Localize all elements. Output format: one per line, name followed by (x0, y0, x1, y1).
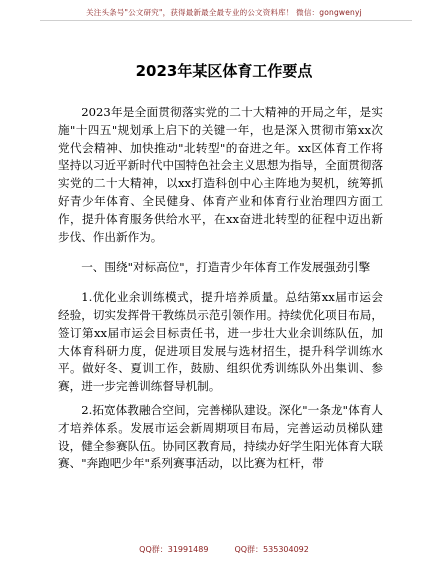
footer (0, 544, 448, 555)
item-paragraph-2: 2.拓宽体教融合空间，完善梯队建设。深化"一条龙"体育人才培养体系。发展市运会新周期项目布局，完善运动员梯队建设，健全参赛队伍。协同区教育局，持续办好学生阳光体育大联赛、"奔跑吧少年"系列赛事活动，以比赛为杠杆，带 (58, 402, 383, 471)
item-paragraph-1: 1.优化业余训练模式，提升培养质量。总结第xx届市运会经验，切实发挥骨干教练员示范引领作用。持续优化项目布局，签订第xx届市运会目标责任书，进一步壮大业余训练队伍，加大体育科研力度，促进项目发展与选材招生，提升科学训练水平。做好冬、夏训工作，鼓励、组织优秀训练队外出集训、参赛，进一步完善训练督导机制。 (58, 290, 383, 394)
section-heading-1: 一、围绕"对标高位"，打造青少年体育工作发展强劲引擎 (81, 260, 371, 275)
footer-qq-group-2: QQ群：535304092 (234, 545, 309, 554)
document-title: 2023年某区体育工作要点 (135, 62, 313, 80)
header-note: 关注头条号"公文研究"，获得最新最全最专业的公文资料库！ 微信：gongwenyj (86, 8, 362, 17)
document-body (58, 104, 383, 473)
footer-qq-group-1: QQ群：31991489 (139, 545, 209, 554)
header-divider (40, 20, 412, 21)
intro-paragraph: 2023年是全面贯彻落实党的二十大精神的开局之年，是实施"十四五"规划承上启下的关键一年，也是深入贯彻市第xx次党代会精神、加快推动"北转型"的奋进之年。xx区体育工作将坚持以习近平新时代中国特色社会主义思想为指导，全面贯彻落实党的二十大精神，以xx打造科创中心主阵地为契机，统筹抓好青少年体育、全民健身、体育产业和体育行业治理四方面工作，提升体育服务供给水平，在xx奋进北转型的征程中迈出新步伐、作出新作为。 (58, 105, 383, 244)
